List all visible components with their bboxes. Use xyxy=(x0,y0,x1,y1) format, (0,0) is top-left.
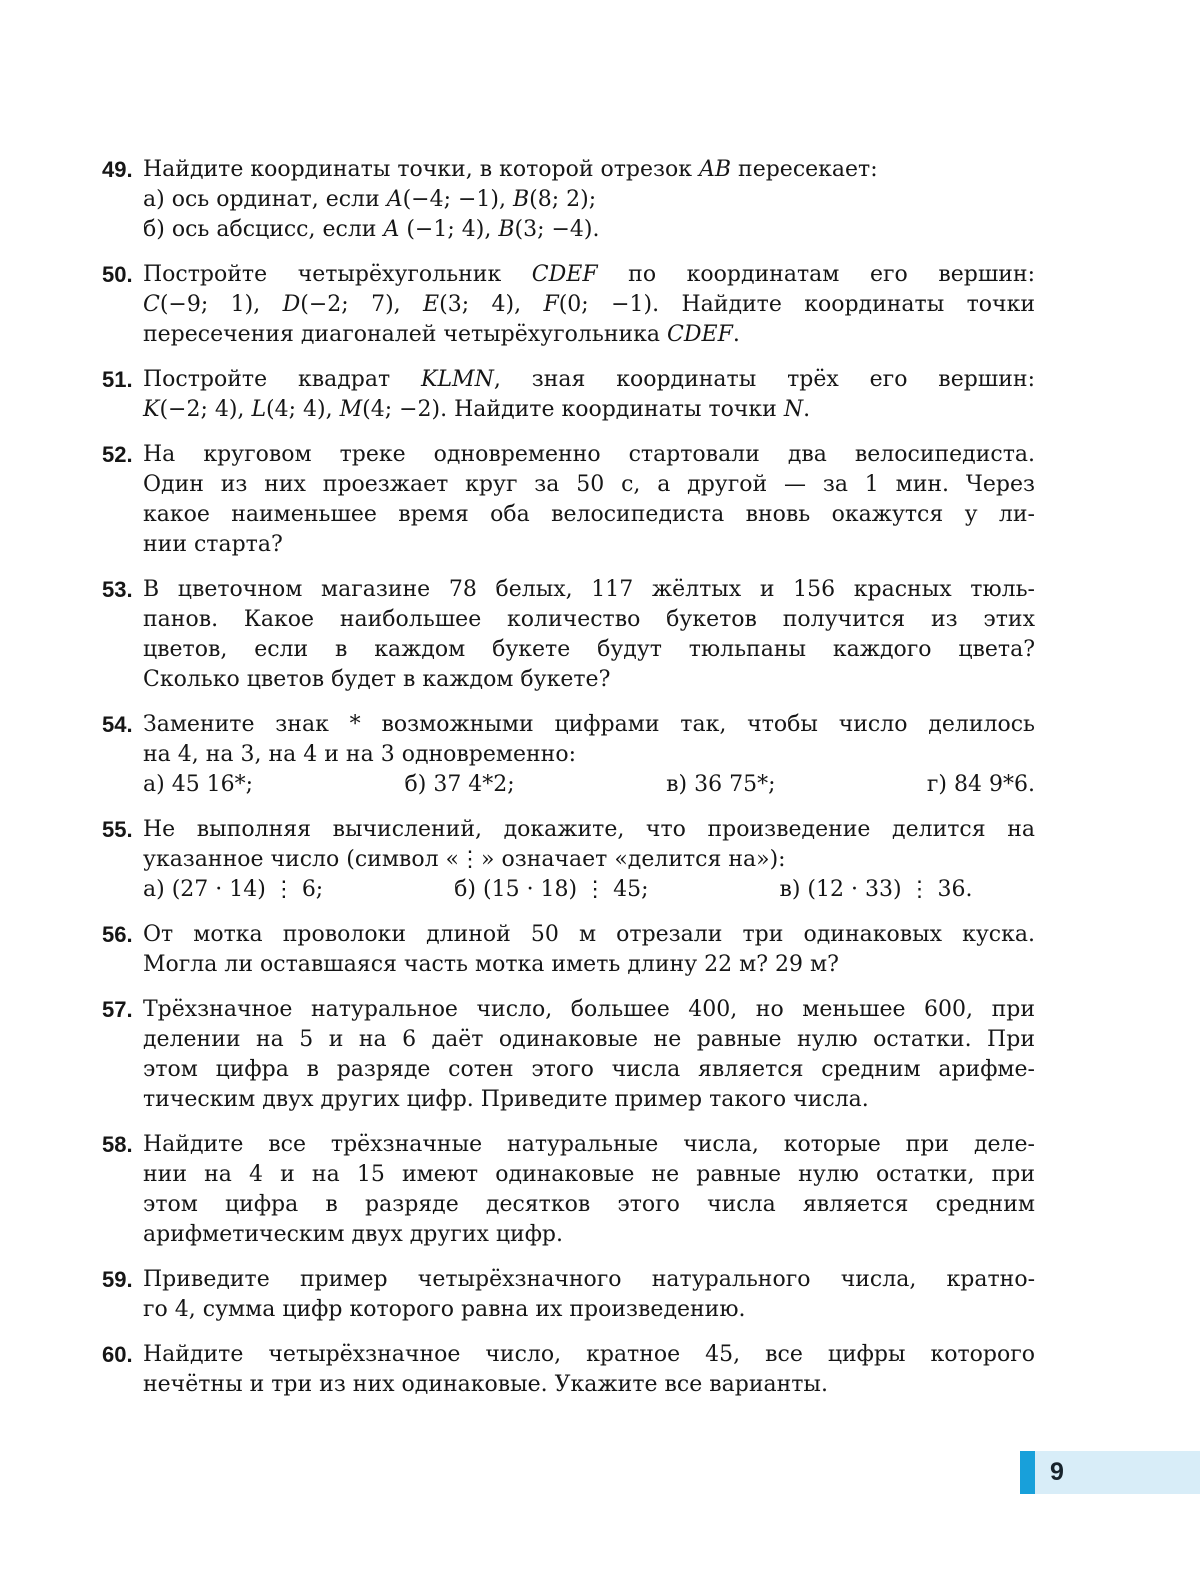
text-run: пересекает: xyxy=(731,157,878,182)
text-run: го 4, сумма цифр которого равна их произведению. xyxy=(143,1297,746,1322)
page-badge-accent-stripe xyxy=(1020,1451,1035,1494)
problem-body xyxy=(143,575,1035,695)
math-italic: D xyxy=(282,292,301,317)
text-run: На круговом треке одновременно стартовали два велосипедиста. xyxy=(143,442,1035,467)
text-run: панов. Какое наибольшее количество букетов получится из этих xyxy=(143,607,1035,632)
options-row xyxy=(143,770,1035,800)
text-run: Не выполняя вычислений, докажите, что произведение делится на xyxy=(143,817,1035,842)
text-run: В цветочном магазине 78 белых, 117 жёлтых и 156 красных тюль- xyxy=(143,577,1035,602)
option-cell: б) 37 4*2; xyxy=(404,772,515,797)
text-run: (−1; 4), xyxy=(399,217,499,242)
text-run: Один из них проезжает круг за 50 с, а другой — за 1 мин. Через xyxy=(143,472,1035,497)
problem xyxy=(102,815,1035,905)
problem xyxy=(102,1340,1035,1400)
problem-line xyxy=(143,365,1035,395)
problem-number: 53. xyxy=(102,577,133,602)
text-run: этом цифра в разряде сотен этого числа является средним арифме- xyxy=(143,1057,1035,1082)
problem-line xyxy=(143,635,1035,665)
text-run: Могла ли оставшаяся часть мотка иметь длину 22 м? 29 м? xyxy=(143,952,839,977)
text-run: (0; −1). Найдите координаты точки xyxy=(558,292,1035,317)
text-run: какое наименьшее время оба велосипедиста вновь окажутся у ли- xyxy=(143,502,1035,527)
problem xyxy=(102,260,1035,350)
text-run: Постройте четырёхугольник xyxy=(143,262,532,287)
problem-number: 54. xyxy=(102,712,133,737)
text-run: этом цифра в разряде десятков этого числа является средним xyxy=(143,1192,1035,1217)
problem xyxy=(102,710,1035,800)
problem-line xyxy=(143,320,1035,350)
problem-line xyxy=(143,530,1035,560)
problem-line xyxy=(143,155,1035,185)
problem-line xyxy=(143,995,1035,1025)
problem-number: 59. xyxy=(102,1267,133,1292)
text-run: по координатам его вершин: xyxy=(597,262,1036,287)
problem xyxy=(102,440,1035,560)
problem-line xyxy=(143,1055,1035,1085)
text-run: От мотка проволоки длиной 50 м отрезали три одинаковых куска. xyxy=(143,922,1035,947)
text-run: (3; 4), xyxy=(439,292,544,317)
text-run: . xyxy=(803,397,811,422)
math-italic: E xyxy=(423,292,440,317)
problem-line xyxy=(143,1160,1035,1190)
problem-line xyxy=(143,815,1035,845)
text-run: б) ось абсцисс, если xyxy=(143,217,384,242)
text-run: Найдите четырёхзначное число, кратное 45, все цифры которого xyxy=(143,1342,1035,1367)
text-run: нечётны и три из них одинаковые. Укажите все варианты. xyxy=(143,1372,828,1397)
text-run: Сколько цветов будет в каждом букете? xyxy=(143,667,611,692)
math-italic: B xyxy=(498,217,515,242)
problem-line xyxy=(143,1370,1035,1400)
math-italic: L xyxy=(251,397,267,422)
problem-body xyxy=(143,815,1035,905)
text-run: нии на 4 и на 15 имеют одинаковые не равные нулю остатки, при xyxy=(143,1162,1035,1187)
text-run: Найдите координаты точки, в которой отрезок xyxy=(143,157,699,182)
problem-body xyxy=(143,710,1035,800)
option-cell: а) (27 · 14) ⋮ 6; xyxy=(143,877,324,902)
problem-number: 52. xyxy=(102,442,133,467)
text-run: указанное число (символ «⋮» означает «делится на»): xyxy=(143,847,786,872)
text-run: (3; −4). xyxy=(514,217,600,242)
text-run: (4; 4), xyxy=(266,397,340,422)
problem-line xyxy=(143,440,1035,470)
text-run: (−4; −1), xyxy=(402,187,513,212)
math-italic: A xyxy=(383,217,400,242)
math-italic: KLMN xyxy=(421,367,494,392)
problem xyxy=(102,1130,1035,1250)
page-number-badge xyxy=(1020,1451,1200,1494)
problem-body xyxy=(143,1265,1035,1325)
math-italic: N xyxy=(783,397,804,422)
text-run: (4; −2). Найдите координаты точки xyxy=(362,397,784,422)
problem-body xyxy=(143,1340,1035,1400)
text-run: пересечения диагоналей четырёхугольника xyxy=(143,322,668,347)
math-italic: CDEF xyxy=(667,322,733,347)
problem-number: 58. xyxy=(102,1132,133,1157)
math-italic: AB xyxy=(698,157,732,182)
text-run: цветов, если в каждом букете будут тюльпаны каждого цвета? xyxy=(143,637,1035,662)
page-number: 9 xyxy=(1050,1458,1064,1486)
math-italic: B xyxy=(513,187,530,212)
problem-body xyxy=(143,920,1035,980)
text-run: . xyxy=(732,322,740,347)
problem-line xyxy=(143,605,1035,635)
text-run: (−2; 7), xyxy=(300,292,424,317)
text-run: (−9; 1), xyxy=(159,292,283,317)
problem-body xyxy=(143,155,1035,245)
problem-line xyxy=(143,920,1035,950)
problem-line xyxy=(143,260,1035,290)
problem-number: 57. xyxy=(102,997,133,1022)
problem-line xyxy=(143,1130,1035,1160)
text-run: Трёхзначное натуральное число, большее 400, но меньшее 600, при xyxy=(143,997,1035,1022)
problem-line xyxy=(143,395,1035,425)
option-cell: б) (15 · 18) ⋮ 45; xyxy=(454,877,649,902)
problem-line xyxy=(143,1190,1035,1220)
text-run: Постройте квадрат xyxy=(143,367,422,392)
problem-line xyxy=(143,665,1035,695)
problem-line xyxy=(143,1220,1035,1250)
problem-line xyxy=(143,950,1035,980)
math-italic: K xyxy=(143,397,160,422)
math-italic: M xyxy=(339,397,363,422)
text-run: делении на 5 и на 6 даёт одинаковые не равные нулю остатки. При xyxy=(143,1027,1035,1052)
problem-number: 56. xyxy=(102,922,133,947)
text-run: нии старта? xyxy=(143,532,283,557)
math-italic: F xyxy=(543,292,559,317)
option-cell: г) 84 9*6. xyxy=(926,772,1035,797)
problem-number: 51. xyxy=(102,367,133,392)
problem-number: 49. xyxy=(102,157,133,182)
problem-line xyxy=(143,470,1035,500)
problem-line xyxy=(143,1265,1035,1295)
problem-body xyxy=(143,995,1035,1115)
problem-line xyxy=(143,710,1035,740)
problem-line xyxy=(143,1085,1035,1115)
problem-line xyxy=(143,740,1035,770)
options-row xyxy=(143,875,973,905)
problem-line xyxy=(143,1025,1035,1055)
problem-line xyxy=(143,1340,1035,1370)
math-italic: A xyxy=(386,187,403,212)
text-run: арифметическим двух других цифр. xyxy=(143,1222,563,1247)
problem xyxy=(102,1265,1035,1325)
text-run: тическим двух других цифр. Приведите пример такого числа. xyxy=(143,1087,869,1112)
text-run: Замените знак * возможными цифрами так, чтобы число делилось xyxy=(143,712,1035,737)
math-italic: C xyxy=(143,292,160,317)
problem-number: 60. xyxy=(102,1342,133,1367)
text-run: (8; 2); xyxy=(529,187,597,212)
problem-number: 55. xyxy=(102,817,133,842)
problem-body xyxy=(143,440,1035,560)
text-run: Найдите все трёхзначные натуральные числа, которые при деле- xyxy=(143,1132,1035,1157)
math-italic: CDEF xyxy=(531,262,598,287)
problem-body xyxy=(143,365,1035,425)
text-run: Приведите пример четырёхзначного натурального числа, кратно- xyxy=(143,1267,1035,1292)
problem-number: 50. xyxy=(102,262,133,287)
problem-line xyxy=(143,185,1035,215)
problem-body xyxy=(143,1130,1035,1250)
text-run: а) ось ординат, если xyxy=(143,187,387,212)
problem xyxy=(102,995,1035,1115)
text-run: на 4, на 3, на 4 и на 3 одновременно: xyxy=(143,742,576,767)
problem-line xyxy=(143,1295,1035,1325)
problem xyxy=(102,920,1035,980)
text-run: , зная координаты трёх его вершин: xyxy=(493,367,1035,392)
problems-list xyxy=(102,155,1035,1415)
text-run: (−2; 4), xyxy=(159,397,252,422)
problem xyxy=(102,155,1035,245)
problem xyxy=(102,575,1035,695)
option-cell: в) 36 75*; xyxy=(666,772,776,797)
problem-line xyxy=(143,215,1035,245)
option-cell: в) (12 · 33) ⋮ 36. xyxy=(779,877,973,902)
problem-line xyxy=(143,500,1035,530)
problem-body xyxy=(143,260,1035,350)
problem-line xyxy=(143,575,1035,605)
problem-line xyxy=(143,845,1035,875)
problem-line xyxy=(143,290,1035,320)
option-cell: а) 45 16*; xyxy=(143,772,254,797)
problem xyxy=(102,365,1035,425)
